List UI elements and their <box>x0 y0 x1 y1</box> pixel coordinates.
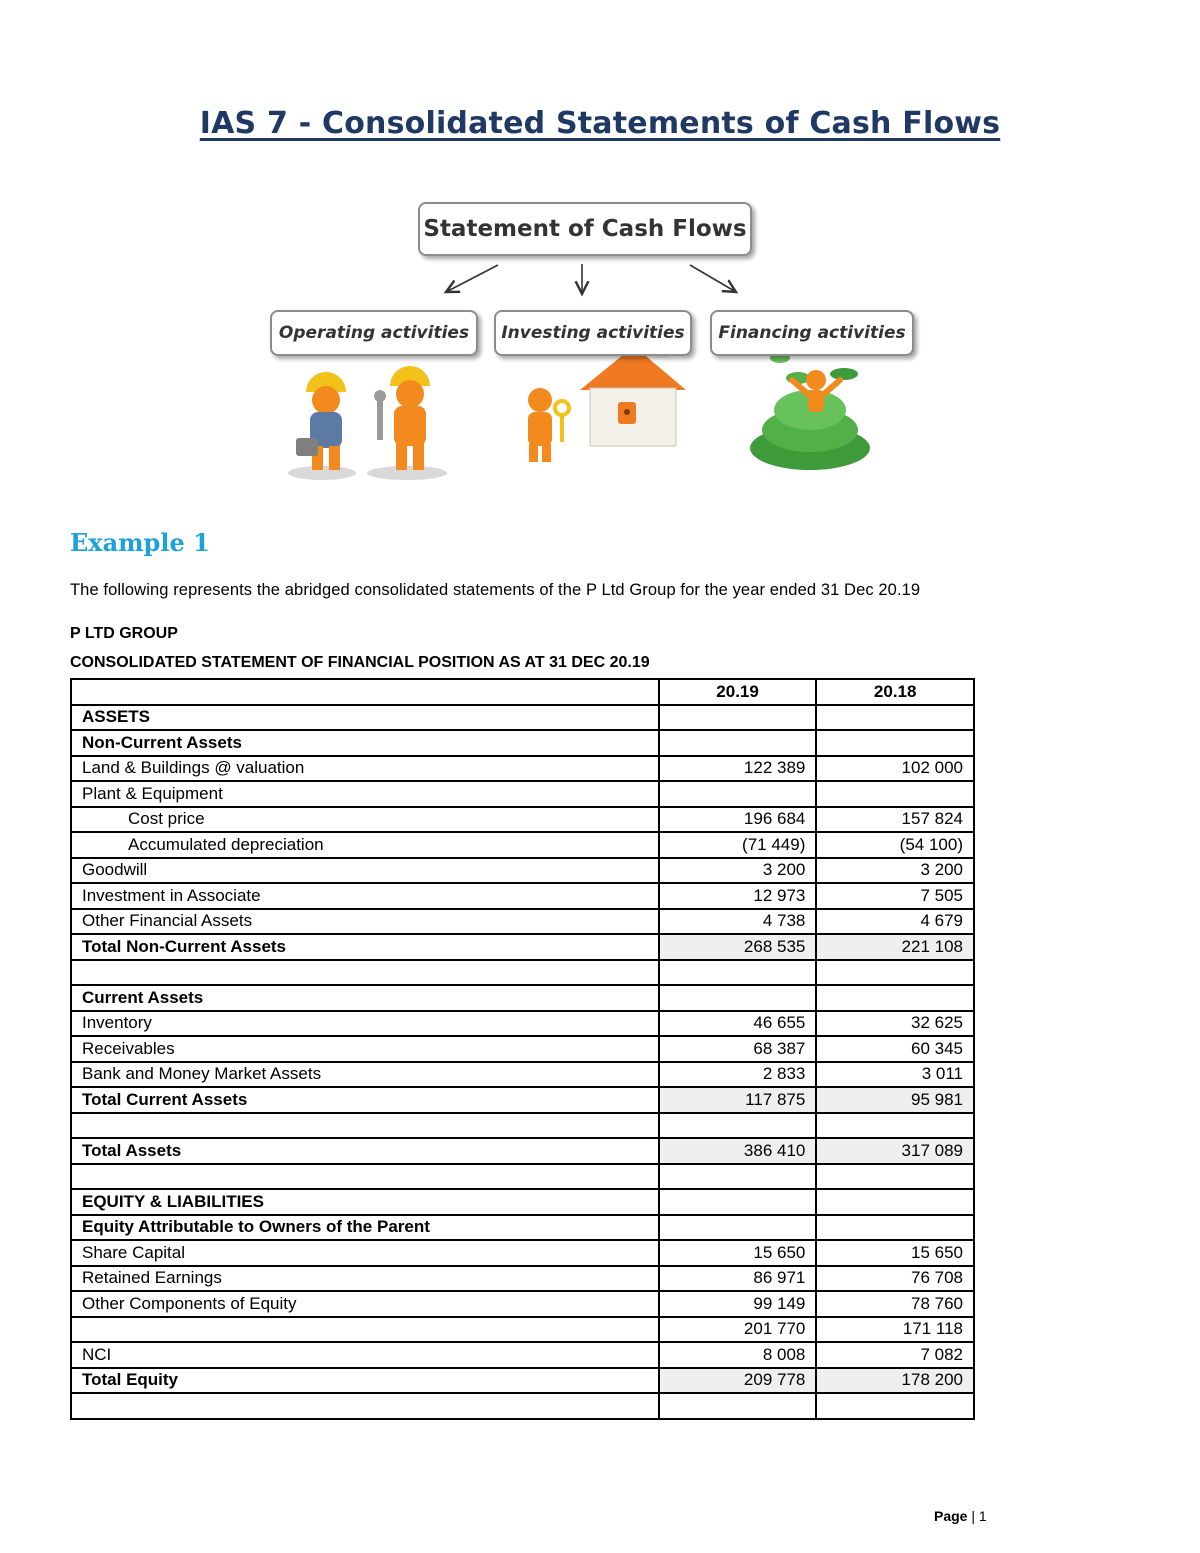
value-2018: 4 679 <box>816 909 974 935</box>
value-2019 <box>659 1393 817 1419</box>
financial-position-table <box>70 678 975 1420</box>
row-label: Goodwill <box>71 858 659 884</box>
value-2018 <box>816 1189 974 1215</box>
row-label: Investment in Associate <box>71 883 659 909</box>
row-label: Cost price <box>71 807 659 833</box>
table-row <box>71 1036 974 1062</box>
value-2019: 46 655 <box>659 1011 817 1037</box>
page-num: 1 <box>978 1508 987 1524</box>
value-2018: 76 708 <box>816 1266 974 1292</box>
row-label: Current Assets <box>71 985 659 1011</box>
value-2019: 268 535 <box>659 934 817 960</box>
value-2018: 178 200 <box>816 1368 974 1394</box>
value-2019: 12 973 <box>659 883 817 909</box>
row-label: Total Non-Current Assets <box>71 934 659 960</box>
page-number: Page | 1 <box>934 1508 987 1524</box>
value-2018: (54 100) <box>816 832 974 858</box>
row-label: Total Equity <box>71 1368 659 1394</box>
table-row <box>71 858 974 884</box>
row-label: Receivables <box>71 1036 659 1062</box>
value-2018 <box>816 1164 974 1190</box>
value-2019: 386 410 <box>659 1138 817 1164</box>
example-heading: Example 1 <box>70 528 210 557</box>
row-label: Land & Buildings @ valuation <box>71 756 659 782</box>
table-row <box>71 705 974 731</box>
value-2019: 196 684 <box>659 807 817 833</box>
table-row <box>71 1291 974 1317</box>
value-2019 <box>659 730 817 756</box>
table-row <box>71 807 974 833</box>
value-2019: 3 200 <box>659 858 817 884</box>
table-header-row <box>71 679 974 705</box>
row-label <box>71 1113 659 1139</box>
value-2018: 102 000 <box>816 756 974 782</box>
value-2018: 78 760 <box>816 1291 974 1317</box>
table-row <box>71 1011 974 1037</box>
value-2019: 86 971 <box>659 1266 817 1292</box>
financing-activities-box: Financing activities <box>710 310 914 356</box>
table-row <box>71 1342 974 1368</box>
value-2019 <box>659 960 817 986</box>
value-2018: 171 118 <box>816 1317 974 1343</box>
value-2019: (71 449) <box>659 832 817 858</box>
table-row <box>71 1087 974 1113</box>
row-label <box>71 1164 659 1190</box>
value-2018: 157 824 <box>816 807 974 833</box>
value-2018: 7 505 <box>816 883 974 909</box>
value-2019: 68 387 <box>659 1036 817 1062</box>
value-2019: 15 650 <box>659 1240 817 1266</box>
page-label: Page <box>934 1508 968 1524</box>
cash-flow-diagram <box>262 198 922 488</box>
table-row <box>71 1062 974 1088</box>
statement-title: CONSOLIDATED STATEMENT OF FINANCIAL POSITION AS AT 31 DEC 20.19 <box>70 654 650 671</box>
value-2019: 4 738 <box>659 909 817 935</box>
value-2019 <box>659 781 817 807</box>
value-2018 <box>816 781 974 807</box>
table-row <box>71 934 974 960</box>
row-label: NCI <box>71 1342 659 1368</box>
table-row <box>71 1215 974 1241</box>
table-row <box>71 781 974 807</box>
header-col-2018: 20.18 <box>816 679 974 705</box>
statement-of-cash-flows-box: Statement of Cash Flows <box>418 202 752 256</box>
value-2019: 209 778 <box>659 1368 817 1394</box>
table-row <box>71 1240 974 1266</box>
table-row <box>71 730 974 756</box>
value-2018 <box>816 730 974 756</box>
row-label: ASSETS <box>71 705 659 731</box>
value-2019 <box>659 985 817 1011</box>
value-2019 <box>659 1113 817 1139</box>
value-2018: 15 650 <box>816 1240 974 1266</box>
value-2018: 3 011 <box>816 1062 974 1088</box>
value-2018: 32 625 <box>816 1011 974 1037</box>
value-2019 <box>659 1189 817 1215</box>
value-2018 <box>816 985 974 1011</box>
row-label: Other Financial Assets <box>71 909 659 935</box>
table-row <box>71 960 974 986</box>
workers-illustration <box>288 366 447 480</box>
row-label: Total Current Assets <box>71 1087 659 1113</box>
house-key-illustration <box>528 338 686 462</box>
row-label: Total Assets <box>71 1138 659 1164</box>
value-2019: 8 008 <box>659 1342 817 1368</box>
value-2018 <box>816 1113 974 1139</box>
value-2018 <box>816 960 974 986</box>
row-label: Other Components of Equity <box>71 1291 659 1317</box>
value-2019 <box>659 705 817 731</box>
value-2019 <box>659 1164 817 1190</box>
value-2019: 99 149 <box>659 1291 817 1317</box>
value-2018 <box>816 705 974 731</box>
value-2018: 95 981 <box>816 1087 974 1113</box>
money-illustration <box>750 353 870 470</box>
investing-activities-box: Investing activities <box>494 310 692 356</box>
value-2019: 117 875 <box>659 1087 817 1113</box>
value-2018: 3 200 <box>816 858 974 884</box>
row-label <box>71 960 659 986</box>
header-col-2019: 20.19 <box>659 679 817 705</box>
table-row <box>71 756 974 782</box>
table-row <box>71 909 974 935</box>
group-name: P LTD GROUP <box>70 625 178 642</box>
operating-activities-box: Operating activities <box>270 310 478 356</box>
row-label <box>71 1393 659 1419</box>
value-2018: 60 345 <box>816 1036 974 1062</box>
table-row <box>71 1266 974 1292</box>
table-row <box>71 985 974 1011</box>
table-row <box>71 883 974 909</box>
value-2018: 7 082 <box>816 1342 974 1368</box>
table-row <box>71 1368 974 1394</box>
row-label: Equity Attributable to Owners of the Parent <box>71 1215 659 1241</box>
value-2018: 317 089 <box>816 1138 974 1164</box>
row-label: Bank and Money Market Assets <box>71 1062 659 1088</box>
table-row <box>71 1113 974 1139</box>
value-2019: 201 770 <box>659 1317 817 1343</box>
table-row <box>71 1317 974 1343</box>
page-title: IAS 7 - Consolidated Statements of Cash Flows <box>199 106 1001 141</box>
row-label: Non-Current Assets <box>71 730 659 756</box>
table-row <box>71 1138 974 1164</box>
row-label <box>71 1317 659 1343</box>
row-label: Share Capital <box>71 1240 659 1266</box>
row-label: Plant & Equipment <box>71 781 659 807</box>
row-label: Accumulated depreciation <box>71 832 659 858</box>
value-2018 <box>816 1393 974 1419</box>
table-row <box>71 1393 974 1419</box>
value-2019: 122 389 <box>659 756 817 782</box>
value-2018 <box>816 1215 974 1241</box>
value-2018: 221 108 <box>816 934 974 960</box>
table-row <box>71 1164 974 1190</box>
row-label: Retained Earnings <box>71 1266 659 1292</box>
intro-paragraph: The following represents the abridged consolidated statements of the P Ltd Group for the year ended 31 Dec 20.19 <box>70 581 921 599</box>
row-label: Inventory <box>71 1011 659 1037</box>
value-2019: 2 833 <box>659 1062 817 1088</box>
row-label: EQUITY & LIABILITIES <box>71 1189 659 1215</box>
value-2019 <box>659 1215 817 1241</box>
table-row <box>71 832 974 858</box>
header-blank-cell <box>71 679 659 705</box>
table-row <box>71 1189 974 1215</box>
